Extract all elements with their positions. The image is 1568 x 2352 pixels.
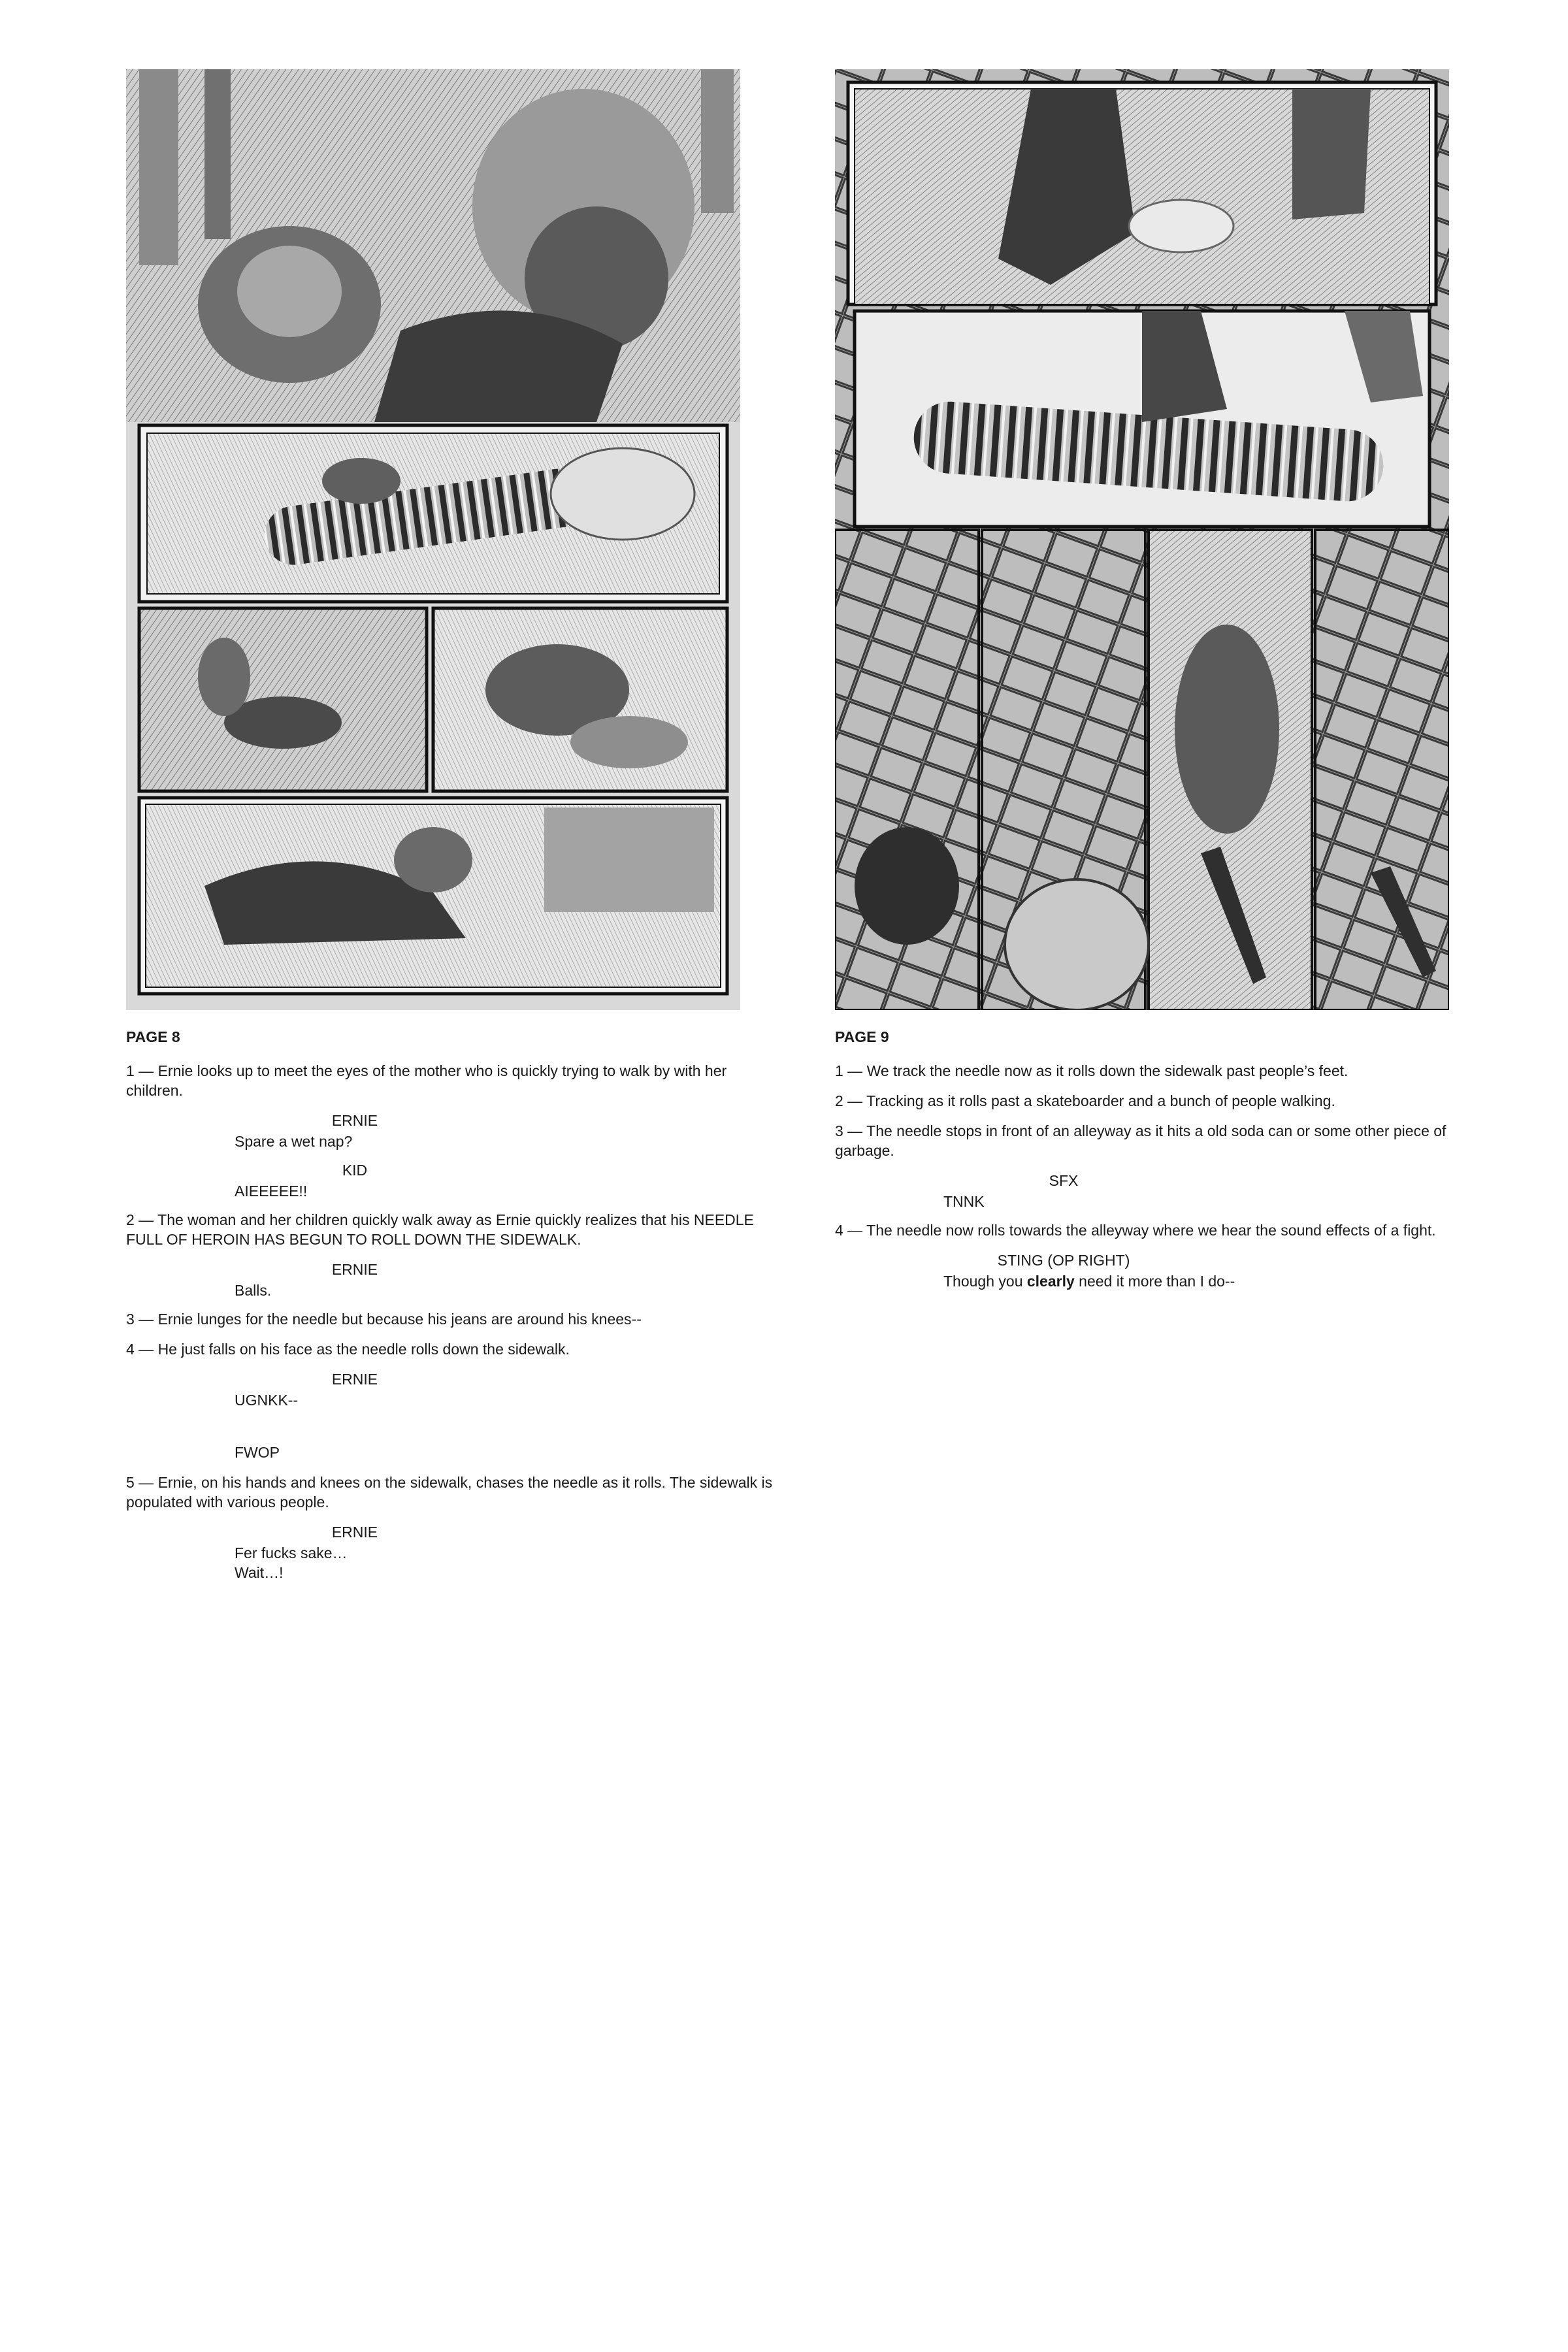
dialogue	[235, 1543, 779, 1582]
page-label: PAGE 9	[835, 1028, 889, 1045]
page-9-art-image	[835, 69, 1449, 1010]
page-9-comic-art	[835, 69, 1449, 1010]
page-8-script	[126, 1027, 779, 1592]
panel-description: 1 — Ernie looks up to meet the eyes of the mother who is quickly trying to walk by with her children.	[126, 1062, 727, 1099]
dialogue	[943, 1192, 1488, 1211]
panel-description: 2 — Tracking as it rolls past a skateboarder and a bunch of people walking.	[835, 1092, 1335, 1109]
panel-description: 4 — The needle now rolls towards the alleyway where we hear the sound effects of a fight.	[835, 1222, 1436, 1239]
page-8-art-image	[126, 69, 740, 1010]
dialogue-line: Wait…!	[235, 1564, 284, 1581]
panel-description: 1 — We track the needle now as it rolls down the sidewalk past people’s feet.	[835, 1062, 1348, 1079]
dialogue	[235, 1181, 779, 1201]
dialogue	[943, 1271, 1488, 1291]
dialogue-text: need it more than I do--	[1074, 1273, 1235, 1290]
dialogue	[235, 1132, 779, 1151]
dialogue	[235, 1281, 779, 1300]
dialogue-line: Fer fucks sake…	[235, 1544, 348, 1561]
panel-description: 4 — He just falls on his face as the needle rolls down the sidewalk.	[126, 1341, 570, 1358]
dialogue-text: Though you	[943, 1273, 1027, 1290]
dialogue-line	[943, 1271, 1488, 1291]
page-8-comic-art	[126, 69, 740, 1010]
panel-description: 2 — The woman and her children quickly walk away as Ernie quickly realizes that his NEEDLE FULL OF HEROIN HAS BEGUN TO ROLL DOWN THE SIDEWALK.	[126, 1211, 754, 1248]
dialogue-line: Spare a wet nap?	[235, 1133, 353, 1150]
dialogue-line: Balls.	[235, 1282, 272, 1299]
page-label: PAGE 8	[126, 1028, 180, 1045]
panel-description: 3 — The needle stops in front of an alleyway as it hits a old soda can or some other piece of garbage.	[835, 1122, 1446, 1159]
sound-effect: FWOP	[235, 1444, 280, 1461]
character-name: ERNIE	[331, 1371, 378, 1388]
dialogue-line: AIEEEEE!!	[235, 1183, 308, 1200]
panel-description: 5 — Ernie, on his hands and knees on the sidewalk, chases the needle as it rolls. The sidewalk is populated with various people.	[126, 1474, 773, 1511]
dialogue-line: UGNKK--	[235, 1392, 299, 1409]
character-name: ERNIE	[331, 1112, 378, 1129]
dialogue-line: TNNK	[943, 1193, 985, 1210]
character-name: KID	[342, 1162, 368, 1179]
character-name: STING (OP RIGHT)	[997, 1252, 1130, 1269]
character-name: SFX	[1049, 1172, 1079, 1189]
character-name: ERNIE	[331, 1261, 378, 1278]
dialogue	[235, 1390, 779, 1410]
page-9-script	[835, 1027, 1488, 1300]
character-name: ERNIE	[331, 1524, 378, 1541]
panel-description: 3 — Ernie lunges for the needle but because his jeans are around his knees--	[126, 1311, 642, 1328]
emphasized-word: clearly	[1026, 1273, 1075, 1290]
